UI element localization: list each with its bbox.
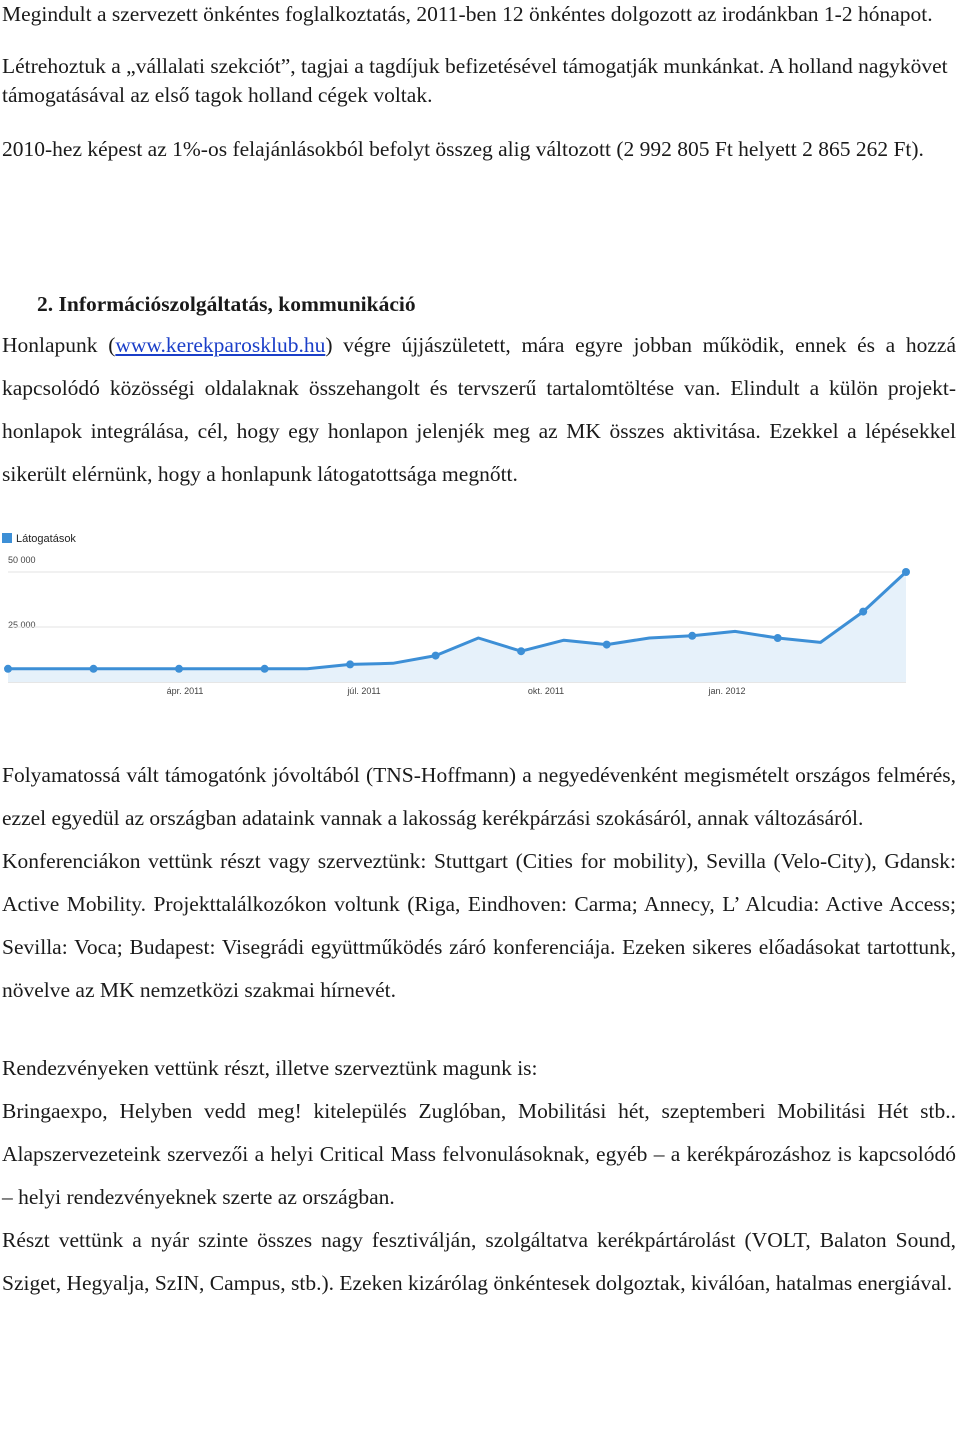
website-section (2, 324, 956, 496)
website-link[interactable]: www.kerekparosklub.hu (115, 333, 326, 357)
data-point (4, 665, 12, 673)
legend-label: Látogatások (16, 533, 76, 545)
visits-chart (0, 520, 920, 700)
data-point (432, 652, 440, 660)
website-text-start: Honlapunk ( (2, 333, 116, 357)
intro-section (2, 0, 956, 164)
intro-paragraph-volunteers: Megindult a szervezett önkéntes foglalkoztatás, 2011-ben 12 önkéntes dolgozott az irodánkban 1-2 hónapot. (2, 2, 933, 26)
events-intro-paragraph: Rendezvényeken vettünk részt, illetve szerveztünk magunk is: (2, 1056, 538, 1080)
survey-paragraph: Folyamatossá vált támogatónk jóvoltából (TNS-Hoffmann) a negyedévenként megismételt országos felmérés, ezzel egyedül az országban adataink vannak a lakosság kerékpárzási szokásáról, annak változásáról. (2, 763, 956, 830)
data-point (774, 634, 782, 642)
intro-paragraph-corporate-section: Létrehoztuk a „vállalati szekciót”, tagjai a tagdíjuk befizetésével támogatják munkánkat. A holland nagykövet támogatásával az első tagok holland cégek voltak. (2, 54, 948, 107)
data-point (688, 632, 696, 640)
y-tick-label-50000: 50 000 (8, 555, 36, 565)
x-tick-label: okt. 2011 (527, 686, 565, 696)
data-point (175, 665, 183, 673)
data-point (517, 647, 525, 655)
data-point (346, 660, 354, 668)
website-text-rest: ) végre újjászületett, mára egyre jobban működik, ennek és a hozzá kapcsolódó közösségi oldalaknak összehangolt és tervszerű tartalomtöltése van. Elindult a külön projekt-honlapok integrálása, cél, hogy egy honlapon jelenjék meg az MK összes aktivitása. Ezekkel a lépésekkel sikerült elérnünk, hogy a honlapunk látogatottsága megnőtt. (2, 333, 956, 486)
data-point (859, 608, 867, 616)
events-paragraph: Bringaexpo, Helyben vedd meg! kitelepülés Zuglóban, Mobilitási hét, szeptemberi Mobilitási Hét stb.. Alapszervezeteink szervezői a helyi Critical Mass felvonulásoknak, egyéb – a kerékpározáshoz is kapcsolódó – helyi rendezvényeknek szerte az országban. (2, 1099, 956, 1209)
x-tick-label: ápr. 2011 (166, 686, 204, 696)
website-paragraph (2, 324, 956, 496)
data-point (902, 568, 910, 576)
legend-swatch (2, 533, 12, 543)
visits-chart-svg (0, 520, 920, 700)
section-heading: 2. Információszolgáltatás, kommunikáció (37, 292, 416, 316)
activities-section (2, 754, 956, 1305)
data-point (603, 641, 611, 649)
festivals-paragraph: Részt vettünk a nyár szinte összes nagy fesztiválján, szolgáltatva kerékpártárolást (VOLT, Balaton Sound, Sziget, Hegyalja, SzIN, Campus, stb.). Ezeken kizárólag önkéntesek dolgoztak, kiválóan, hatalmas energiával. (2, 1228, 956, 1295)
conferences-paragraph: Konferenciákon vettünk részt vagy szerveztünk: Stuttgart (Cities for mobility), Sevilla (Velo-City), Gdansk: Active Mobility. Projekttalálkozókon voltunk (Riga, Eindhoven: Carma; Annecy, L’ Alcudia: Active Access; Sevilla: Voca; Budapest: Visegrádi együttműködés záró konferenciája. Ezeken sikeres előadásokat tartottunk, növelve az MK nemzetközi szakmai hírnevét. (2, 849, 956, 1002)
intro-paragraph-one-percent: 2010-hez képest az 1%-os felajánlásokból befolyt összeg alig változott (2 992 805 Ft helyett 2 865 262 Ft). (2, 137, 924, 161)
x-tick-label: jan. 2012 (708, 686, 746, 696)
x-tick-label: júl. 2011 (347, 686, 381, 696)
data-point (90, 665, 98, 673)
data-point (261, 665, 269, 673)
y-tick-label-25000: 25 000 (8, 620, 36, 630)
